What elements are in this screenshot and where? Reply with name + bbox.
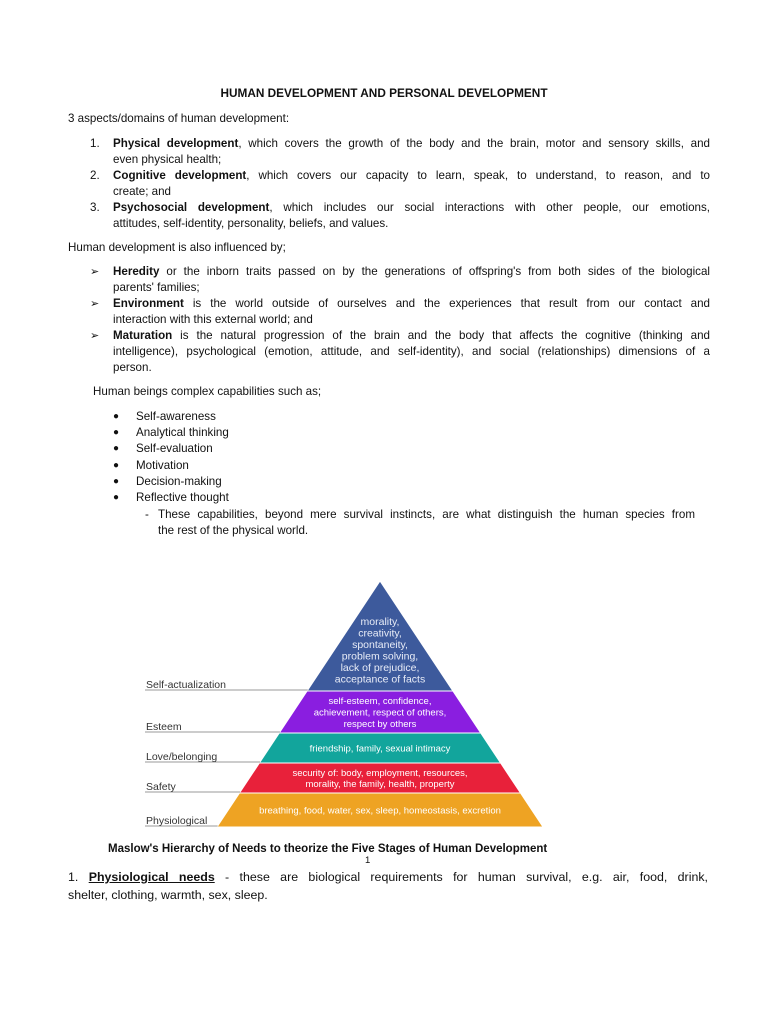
list-item bbox=[90, 264, 710, 296]
domain-text: , which covers our capacity to learn, speak, to understand, to reason, and to bbox=[246, 169, 710, 182]
domain-text-cont: create; and bbox=[113, 185, 172, 198]
list-item bbox=[113, 474, 222, 490]
pyramid-text-line: security of: body, employment, resources, bbox=[292, 768, 468, 779]
list-item bbox=[113, 409, 216, 425]
list-item bbox=[90, 328, 710, 376]
page-title: HUMAN DEVELOPMENT AND PERSONAL DEVELOPMENT bbox=[220, 86, 548, 100]
pyramid-text-line: self-esteem, confidence, bbox=[328, 696, 432, 707]
pyramid-text-line: lack of prejudice, bbox=[340, 661, 420, 674]
pyramid-text-line: friendship, family, sexual intimacy bbox=[309, 743, 451, 755]
figure-caption: Maslow's Hierarchy of Needs to theorize the Five Stages of Human Development bbox=[108, 843, 548, 855]
list-number: 1. bbox=[90, 137, 100, 150]
pyramid-label-safety: Safety bbox=[146, 781, 176, 793]
pyramid-text-line: breathing, food, water, sex, sleep, homeostasis, excretion bbox=[259, 805, 501, 817]
influence-term: Environment bbox=[113, 297, 184, 310]
domain-text: , which covers the growth of the body and the brain, motor and sensory skills, and bbox=[238, 137, 711, 150]
pyramid-text-line: spontaneity, bbox=[352, 638, 408, 651]
pyramid-text-line: respect by others bbox=[343, 719, 417, 730]
section-physiological bbox=[68, 868, 708, 904]
list-item bbox=[113, 458, 189, 474]
pyramid-text-line: problem solving, bbox=[341, 650, 419, 663]
list-item bbox=[90, 136, 710, 168]
bullet-icon: ● bbox=[113, 492, 120, 503]
bullet-icon: ● bbox=[113, 411, 120, 422]
section-term: Physiological needs bbox=[88, 870, 215, 884]
capabilities-intro: Human beings complex capabilities such as; bbox=[93, 385, 322, 398]
pyramid-text-line: achievement, respect of others, bbox=[313, 707, 447, 719]
arrow-bullet-icon: ➢ bbox=[90, 298, 100, 310]
pyramid-label-physiological: Physiological bbox=[146, 815, 208, 827]
domain-term: Physical development bbox=[113, 137, 239, 150]
pyramid-text-line: morality, the family, health, property bbox=[305, 779, 455, 790]
pyramid-text-line: creativity, bbox=[358, 627, 402, 640]
capabilities-note bbox=[135, 507, 695, 539]
capability-label: Self-evaluation bbox=[136, 442, 213, 455]
list-item bbox=[90, 168, 710, 200]
bullet-icon: ● bbox=[113, 460, 120, 471]
note-text-cont: the rest of the physical world. bbox=[158, 524, 309, 537]
list-item bbox=[90, 200, 710, 232]
list-item bbox=[113, 425, 229, 441]
bullet-icon: ● bbox=[113, 476, 120, 487]
section-text-cont: shelter, clothing, warmth, sex, sleep. bbox=[68, 888, 268, 902]
note-text: These capabilities, beyond mere survival instincts, are what distinguish the human species from bbox=[158, 508, 695, 521]
domain-text-cont: attitudes, self-identity, personality, beliefs, and values. bbox=[113, 217, 389, 230]
influence-text-cont: person. bbox=[113, 361, 152, 374]
maslow-pyramid-figure bbox=[140, 578, 585, 833]
list-item bbox=[113, 490, 229, 506]
page-number: 1 bbox=[365, 855, 371, 866]
pyramid-text-line: acceptance of facts bbox=[334, 673, 426, 686]
dash-bullet: - bbox=[145, 508, 149, 521]
list-number: 3. bbox=[90, 201, 100, 214]
influence-text: is the world outside of ourselves and the experiences that result from our contact and bbox=[183, 297, 710, 310]
domain-term: Psychosocial development bbox=[113, 201, 270, 214]
influence-text: or the inborn traits passed on by the generations of offspring's from both sides of the biological bbox=[159, 265, 710, 278]
section-text: - these are biological requirements for human survival, e.g. air, food, drink, bbox=[214, 870, 708, 884]
capability-label: Analytical thinking bbox=[136, 426, 229, 439]
domain-text-cont: even physical health; bbox=[113, 153, 222, 166]
capability-label: Decision-making bbox=[136, 475, 222, 488]
bullet-icon: ● bbox=[113, 427, 120, 438]
influence-text: is the natural progression of the brain and the body that affects the cognitive (thinking and bbox=[172, 329, 710, 342]
list-item bbox=[90, 296, 710, 328]
domains-intro: 3 aspects/domains of human development: bbox=[68, 112, 290, 125]
list-item bbox=[113, 441, 213, 457]
arrow-bullet-icon: ➢ bbox=[90, 266, 100, 278]
domain-term: Cognitive development bbox=[113, 169, 247, 182]
capability-label: Motivation bbox=[136, 459, 189, 472]
influence-term: Maturation bbox=[113, 329, 173, 342]
pyramid-text-line: morality, bbox=[360, 615, 400, 628]
influence-term: Heredity bbox=[113, 265, 160, 278]
capability-label: Reflective thought bbox=[136, 491, 229, 504]
influence-text-cont: parents' families; bbox=[113, 281, 200, 294]
capability-label: Self-awareness bbox=[136, 410, 216, 423]
influence-text-cont: intelligence), psychological (emotion, attitude, and self-identity), and social (relationships) dimensions of a bbox=[113, 345, 710, 358]
arrow-bullet-icon: ➢ bbox=[90, 330, 100, 342]
influences-intro: Human development is also influenced by; bbox=[68, 241, 286, 254]
list-number: 2. bbox=[90, 169, 100, 182]
domain-text: , which includes our social interactions with other people, our emotions, bbox=[269, 201, 710, 214]
influence-text-cont: interaction with this external world; and bbox=[113, 313, 313, 326]
pyramid-label-esteem: Esteem bbox=[146, 721, 182, 733]
pyramid-label-love-belonging: Love/belonging bbox=[146, 751, 218, 763]
section-number: 1. bbox=[68, 870, 79, 884]
bullet-icon: ● bbox=[113, 443, 120, 454]
pyramid-label-self-actualization: Self-actualization bbox=[146, 679, 226, 691]
